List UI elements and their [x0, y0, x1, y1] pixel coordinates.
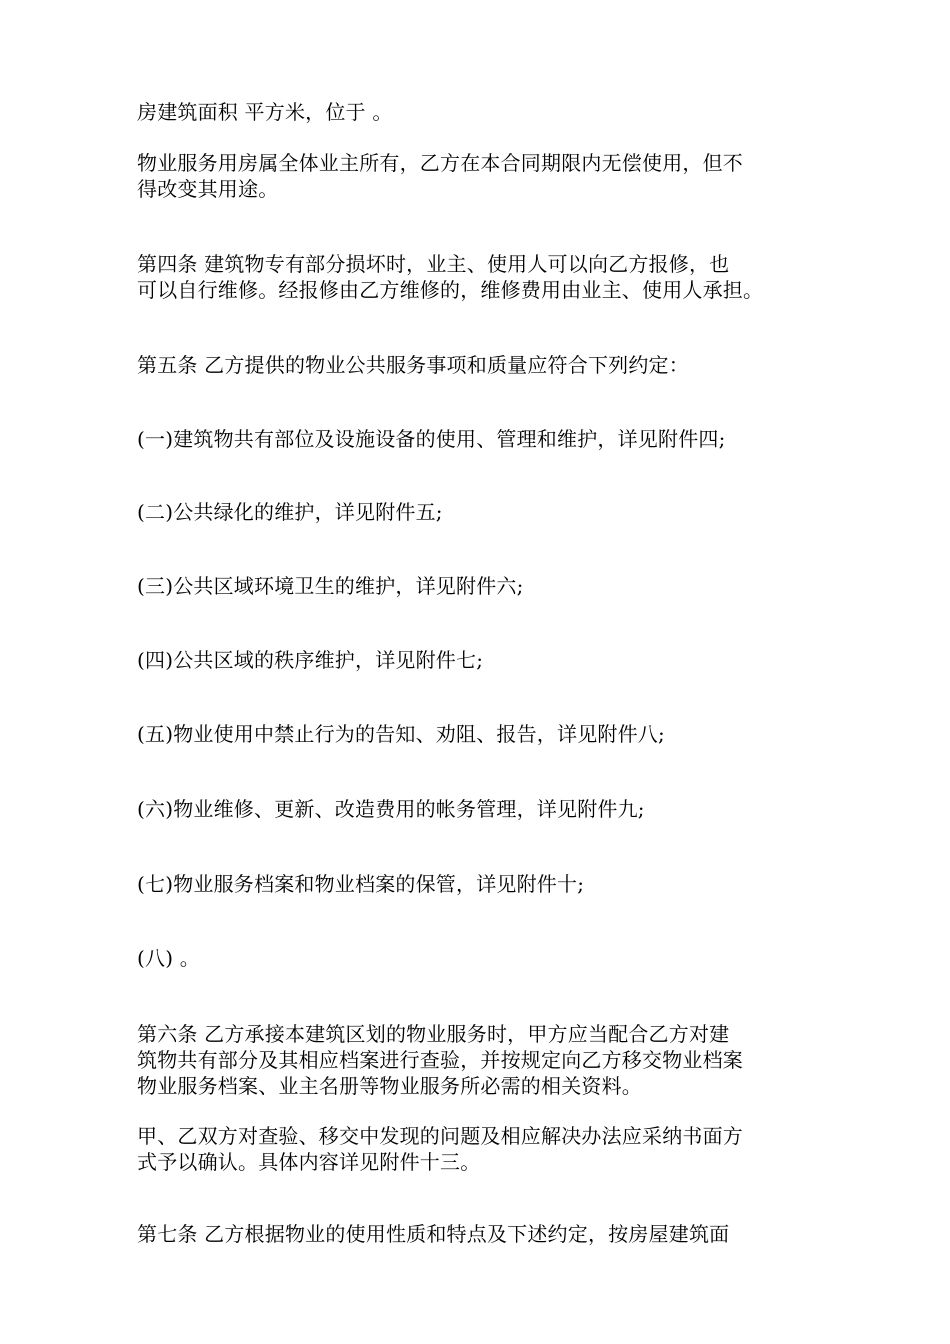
- text-line: 物业服务用房属全体业主所有，乙方在本合同期限内无偿使用，但不: [137, 151, 743, 175]
- text-line: 式予以确认。具体内容详见附件十三。: [137, 1150, 481, 1174]
- list-item: (五)物业使用中禁止行为的告知、劝阻、报告，详见附件八;: [137, 722, 665, 746]
- text-line: 房建筑面积 平方米，位于 。: [137, 100, 393, 124]
- list-item: (七)物业服务档案和物业档案的保管，详见附件十;: [137, 872, 585, 896]
- list-item: (六)物业维修、更新、改造费用的帐务管理，详见附件九;: [137, 797, 645, 821]
- text-line: 物业服务档案、业主名册等物业服务所必需的相关资料。: [137, 1074, 642, 1098]
- text-line: 甲、乙双方对查验、移交中发现的问题及相应解决办法应采纳书面方: [137, 1124, 743, 1148]
- text-line: 可以自行维修。经报修由乙方维修的，维修费用由业主、使用人承担。: [137, 278, 764, 302]
- list-item: (三)公共区域环境卫生的维护，详见附件六;: [137, 574, 524, 598]
- list-item: (八) 。: [137, 946, 200, 970]
- text-line: 筑物共有部分及其相应档案进行查验，并按规定向乙方移交物业档案: [137, 1048, 743, 1072]
- article-6-line: 第六条 乙方承接本建筑区划的物业服务时，甲方应当配合乙方对建: [137, 1022, 730, 1046]
- list-item: (一)建筑物共有部位及设施设备的使用、管理和维护，详见附件四;: [137, 427, 726, 451]
- text-line: 得改变其用途。: [137, 177, 279, 201]
- list-item: (四)公共区域的秩序维护，详见附件七;: [137, 648, 484, 672]
- article-4-line: 第四条 建筑物专有部分损坏时，业主、使用人可以向乙方报修，也: [137, 252, 730, 276]
- list-item: (二)公共绿化的维护，详见附件五;: [137, 500, 443, 524]
- article-5-line: 第五条 乙方提供的物业公共服务事项和质量应符合下列约定：: [137, 353, 689, 377]
- article-7-line: 第七条 乙方根据物业的使用性质和特点及下述约定，按房屋建筑面: [137, 1222, 730, 1246]
